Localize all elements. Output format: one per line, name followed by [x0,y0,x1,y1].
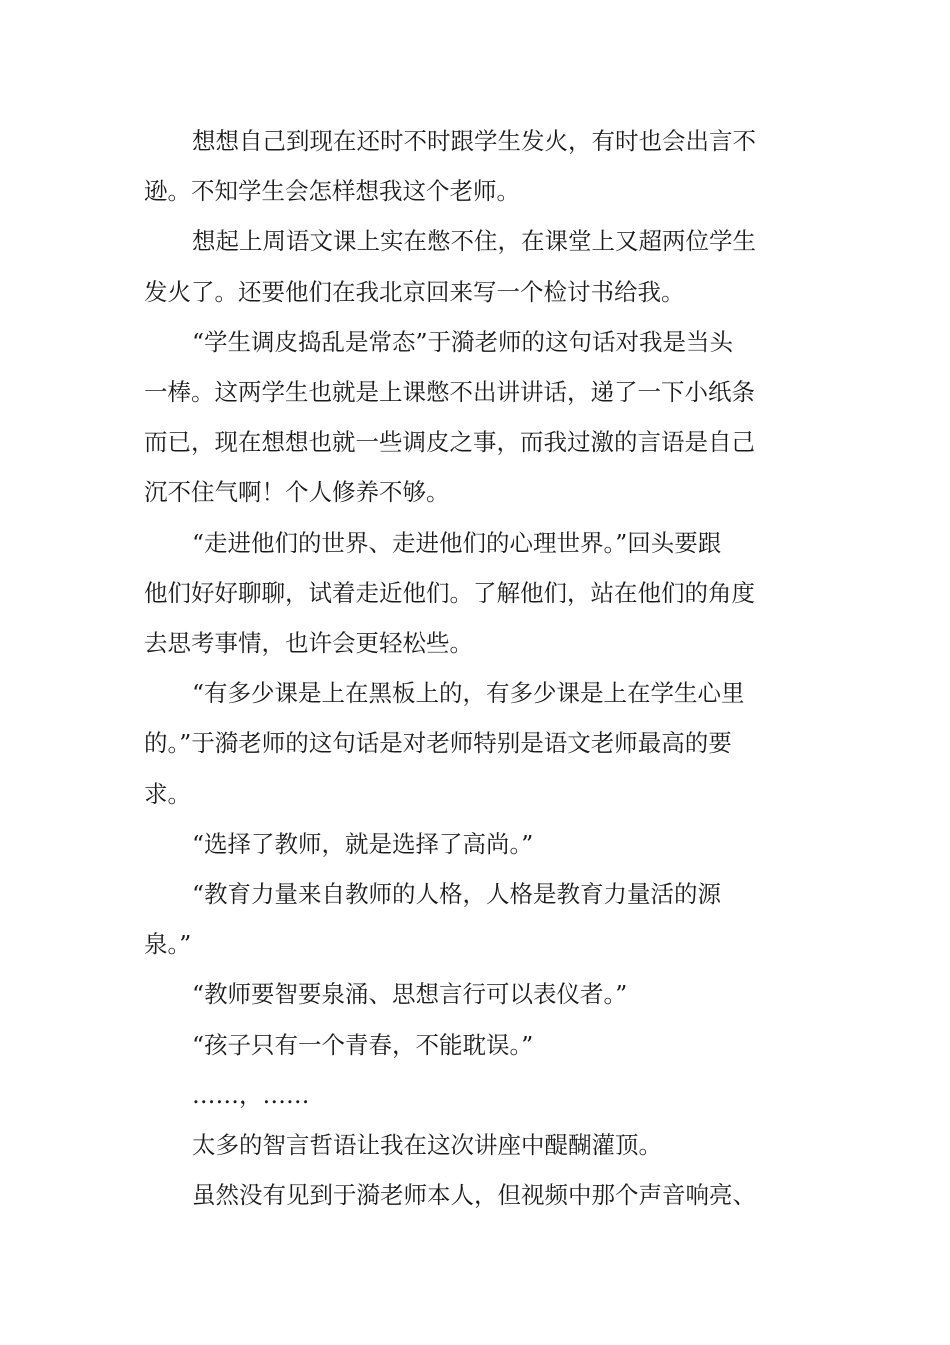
text-line: 他们好好聊聊，试着走近他们。了解他们，站在他们的角度 [144,578,755,607]
text-line: 想想自己到现在还时不时跟学生发火，有时也会出言不 [192,127,756,155]
text-line: 一棒。这两学生也就是上课憋不出讲讲话，递了一下小纸条 [144,378,755,407]
paragraph-9 [144,1020,744,1070]
text-line: 而已，现在想想也就一些调皮之事，而我过激的言语是自己 [144,428,755,457]
text-line: 太多的智言哲语让我在这次讲座中醍醐灌顶。 [192,1131,662,1160]
text-line: “学生调皮捣乱是常态”于漪老师的这句话对我是当头 [192,327,734,356]
text-line: ……，…… [192,1080,310,1109]
text-line: 沉不住气啊！个人修养不够。 [144,478,450,507]
paragraph-10 [144,1070,744,1120]
text-line: “有多少课是上在黑板上的，有多少课是上在学生心里 [192,679,745,708]
text-line: 虽然没有见到于漪老师本人，但视频中那个声音响亮、 [192,1181,756,1210]
text-line: 发火了。还要他们在我北京回来写一个检讨书给我。 [144,277,685,306]
paragraph-11 [144,1120,744,1170]
text-line: “教师要智要泉涌、思想言行可以表仪者。” [192,980,628,1009]
text-line: “选择了教师，就是选择了高尚。” [192,829,534,858]
text-line: 去思考事情，也许会更轻松些。 [144,629,473,658]
text-line: 的。”于漪老师的这句话是对老师特别是语文老师最高的要 [144,729,732,758]
text-line: 想起上周语文课上实在憋不住，在课堂上又超两位学生 [192,227,756,256]
text-line: “教育力量来自教师的人格，人格是教育力量活的源 [192,880,722,909]
body-text [144,116,756,1220]
paragraph-4 [144,518,755,669]
paragraph-8 [144,969,744,1019]
paragraph-5 [144,668,744,819]
paragraph-7 [144,869,744,969]
paragraph-2 [144,216,756,316]
paragraph-6 [144,819,744,869]
text-line: 泉。” [144,930,192,959]
text-line: “走进他们的世界、走进他们的心理世界。”回头要跟 [192,528,722,557]
text-line: “孩子只有一个青春，不能耽误。” [192,1030,534,1059]
paragraph-12 [144,1170,756,1220]
paragraph-3 [144,317,755,518]
text-line: 求。 [144,779,191,808]
paragraph-1 [144,116,756,216]
text-line: 逊。不知学生会怎样想我这个老师。 [144,177,520,206]
